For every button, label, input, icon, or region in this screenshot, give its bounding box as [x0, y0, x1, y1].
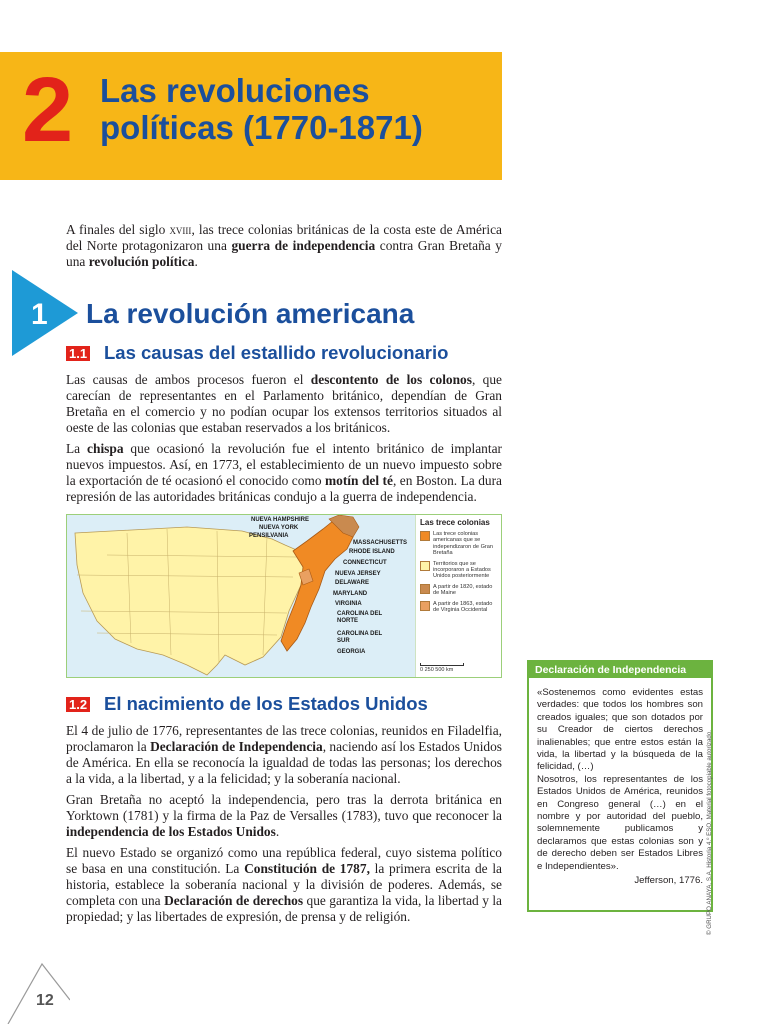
- paragraph: La chispa que ocasionó la revolución fue el intento británico de implantar nuevos impuestos. Así, en 1773, el establecimiento de un nuevo impuesto sobre la exportación de té ocasionó el conocido como motín del té, en Boston. La dura represión de las autoridades británicas condujo a la guerra de independencia.: [66, 441, 503, 504]
- subsection-body: [66, 372, 502, 510]
- section-arrow-icon: [12, 270, 92, 356]
- legend-title: Las trece colonias: [420, 518, 490, 527]
- map-label-virginia: VIRGINIA: [335, 601, 362, 607]
- legend-swatch: [420, 601, 430, 611]
- declaration-header: Declaración de Independencia: [529, 662, 711, 678]
- map-label-new-york: NUEVA YORK: [259, 525, 299, 531]
- map-label-massachusetts: MASSACHUSETTS: [353, 540, 408, 546]
- page-number: 12: [36, 992, 54, 1009]
- paragraph: El 4 de julio de 1776, representantes de las trece colonias, reunidos en Filadelfia, proclamaron la Declaración de Independencia, naciendo así los Estados Unidos de América. En ella se reconocía la igualdad de todas las personas; los derechos a la vida, a la libertad, y a la felicidad; y la soberanía nacional.: [66, 723, 503, 786]
- map-label-georgia: GEORGIA: [337, 649, 366, 655]
- map-legend: [415, 515, 502, 678]
- legend-swatch: [420, 584, 430, 594]
- map-scale: 0 250 500 km: [420, 663, 464, 673]
- map-label-connecticut: CONNECTICUT: [343, 560, 387, 566]
- section-number: 1: [31, 298, 48, 331]
- legend-item: A partir de 1820, estado de Maine: [420, 584, 499, 597]
- legend-swatch: [420, 561, 430, 571]
- section-title: La revolución americana: [86, 298, 415, 329]
- declaration-sidebar: [527, 660, 713, 912]
- map-label-rhode-island: RHODE ISLAND: [349, 549, 395, 555]
- map-label-new-jersey: NUEVA JERSEY: [335, 571, 381, 577]
- map-label-pensilvania: PENSILVANIA: [249, 533, 289, 539]
- scale-bar: [420, 663, 464, 666]
- legend-item: A partir de 1863, estado de Virginia Occidental: [420, 601, 499, 614]
- legend-swatch: [420, 531, 430, 541]
- subsection-badge: 1.2: [66, 697, 90, 712]
- subsection-title: Las causas del estallido revolucionario: [104, 342, 449, 363]
- chapter-title: Las revoluciones políticas (1770-1871): [100, 72, 423, 146]
- paragraph: El nuevo Estado se organizó como una república federal, cuyo sistema político se basa en una constitución. La Constitución de 1787, la primera escrita de la historia, establece la soberanía nacional y la división de poderes. Además, se completa con una Declaración de derechos que garantiza la vida, la libertad y la propiedad; y las libertades de expresión, de prensa y de religión.: [66, 845, 502, 924]
- map-label-north-carolina: CAROLINA DEL NORTE: [337, 611, 382, 624]
- paragraph: Las causas de ambos procesos fueron el descontento de los colonos, que carecían de representantes en el Parlamento británico, dependían de Gran Bretaña en el comercio y no podían ocupar los extensos territorios situados al oeste de las colonias que estaban reservados a los británicos.: [66, 372, 502, 435]
- legend-item: Territorios que se incorporaron a Estados Unidos posteriormente: [420, 561, 499, 580]
- declaration-text: «Sostenemos como evidentes estas verdades: que todos los hombres son creados iguales; que son dotados por su Creador de ciertos derechos inalienables; que entre estos están la vida, la libertad y la búsqueda de la felicidad, (…) Nosotros, los representantes de los Estados Unidos de América, reunidos en Congreso general (…) en el nombre y por autoridad del pueblo, solemnemente publicamos y declaramos que estas colonias son y de derecho deben ser Estados Libres e Independientes».: [537, 687, 703, 872]
- map-label-maryland: MARYLAND: [333, 591, 368, 597]
- intro-paragraph: A finales del siglo xviii, las trece colonias británicas de la costa este de América del Norte protagonizaron una guerra de independencia contra Gran Bretaña y una revolución política.: [66, 222, 502, 269]
- subsection-body: [66, 723, 502, 930]
- map-label-new-hampshire: NUEVA HAMPSHIRE: [251, 517, 310, 523]
- declaration-citation: Jefferson, 1776.: [634, 875, 703, 887]
- thirteen-colonies-map: [66, 514, 502, 678]
- subsection-badge: 1.1: [66, 346, 90, 361]
- map-label-delaware: DELAWARE: [335, 580, 370, 586]
- subsection-title: El nacimiento de los Estados Unidos: [104, 693, 428, 714]
- paragraph: Gran Bretaña no aceptó la independencia, pero tras la derrota británica en Yorktown (1781) y la firma de la Paz de Versalles (1783), tuvo que reconocer la independencia de los Estados Unidos.: [66, 792, 502, 839]
- legend-item: Las trece colonias americanas que se independizaron de Gran Bretaña: [420, 531, 499, 557]
- map-label-south-carolina: CAROLINA DEL SUR: [337, 631, 382, 644]
- copyright-note: © GRUPO ANAYA, S.A. Historia 4.º ESO. Material fotocopiable autorizado.: [706, 729, 713, 935]
- chapter-number: 2: [22, 59, 71, 161]
- page-corner-triangle: [0, 960, 70, 1024]
